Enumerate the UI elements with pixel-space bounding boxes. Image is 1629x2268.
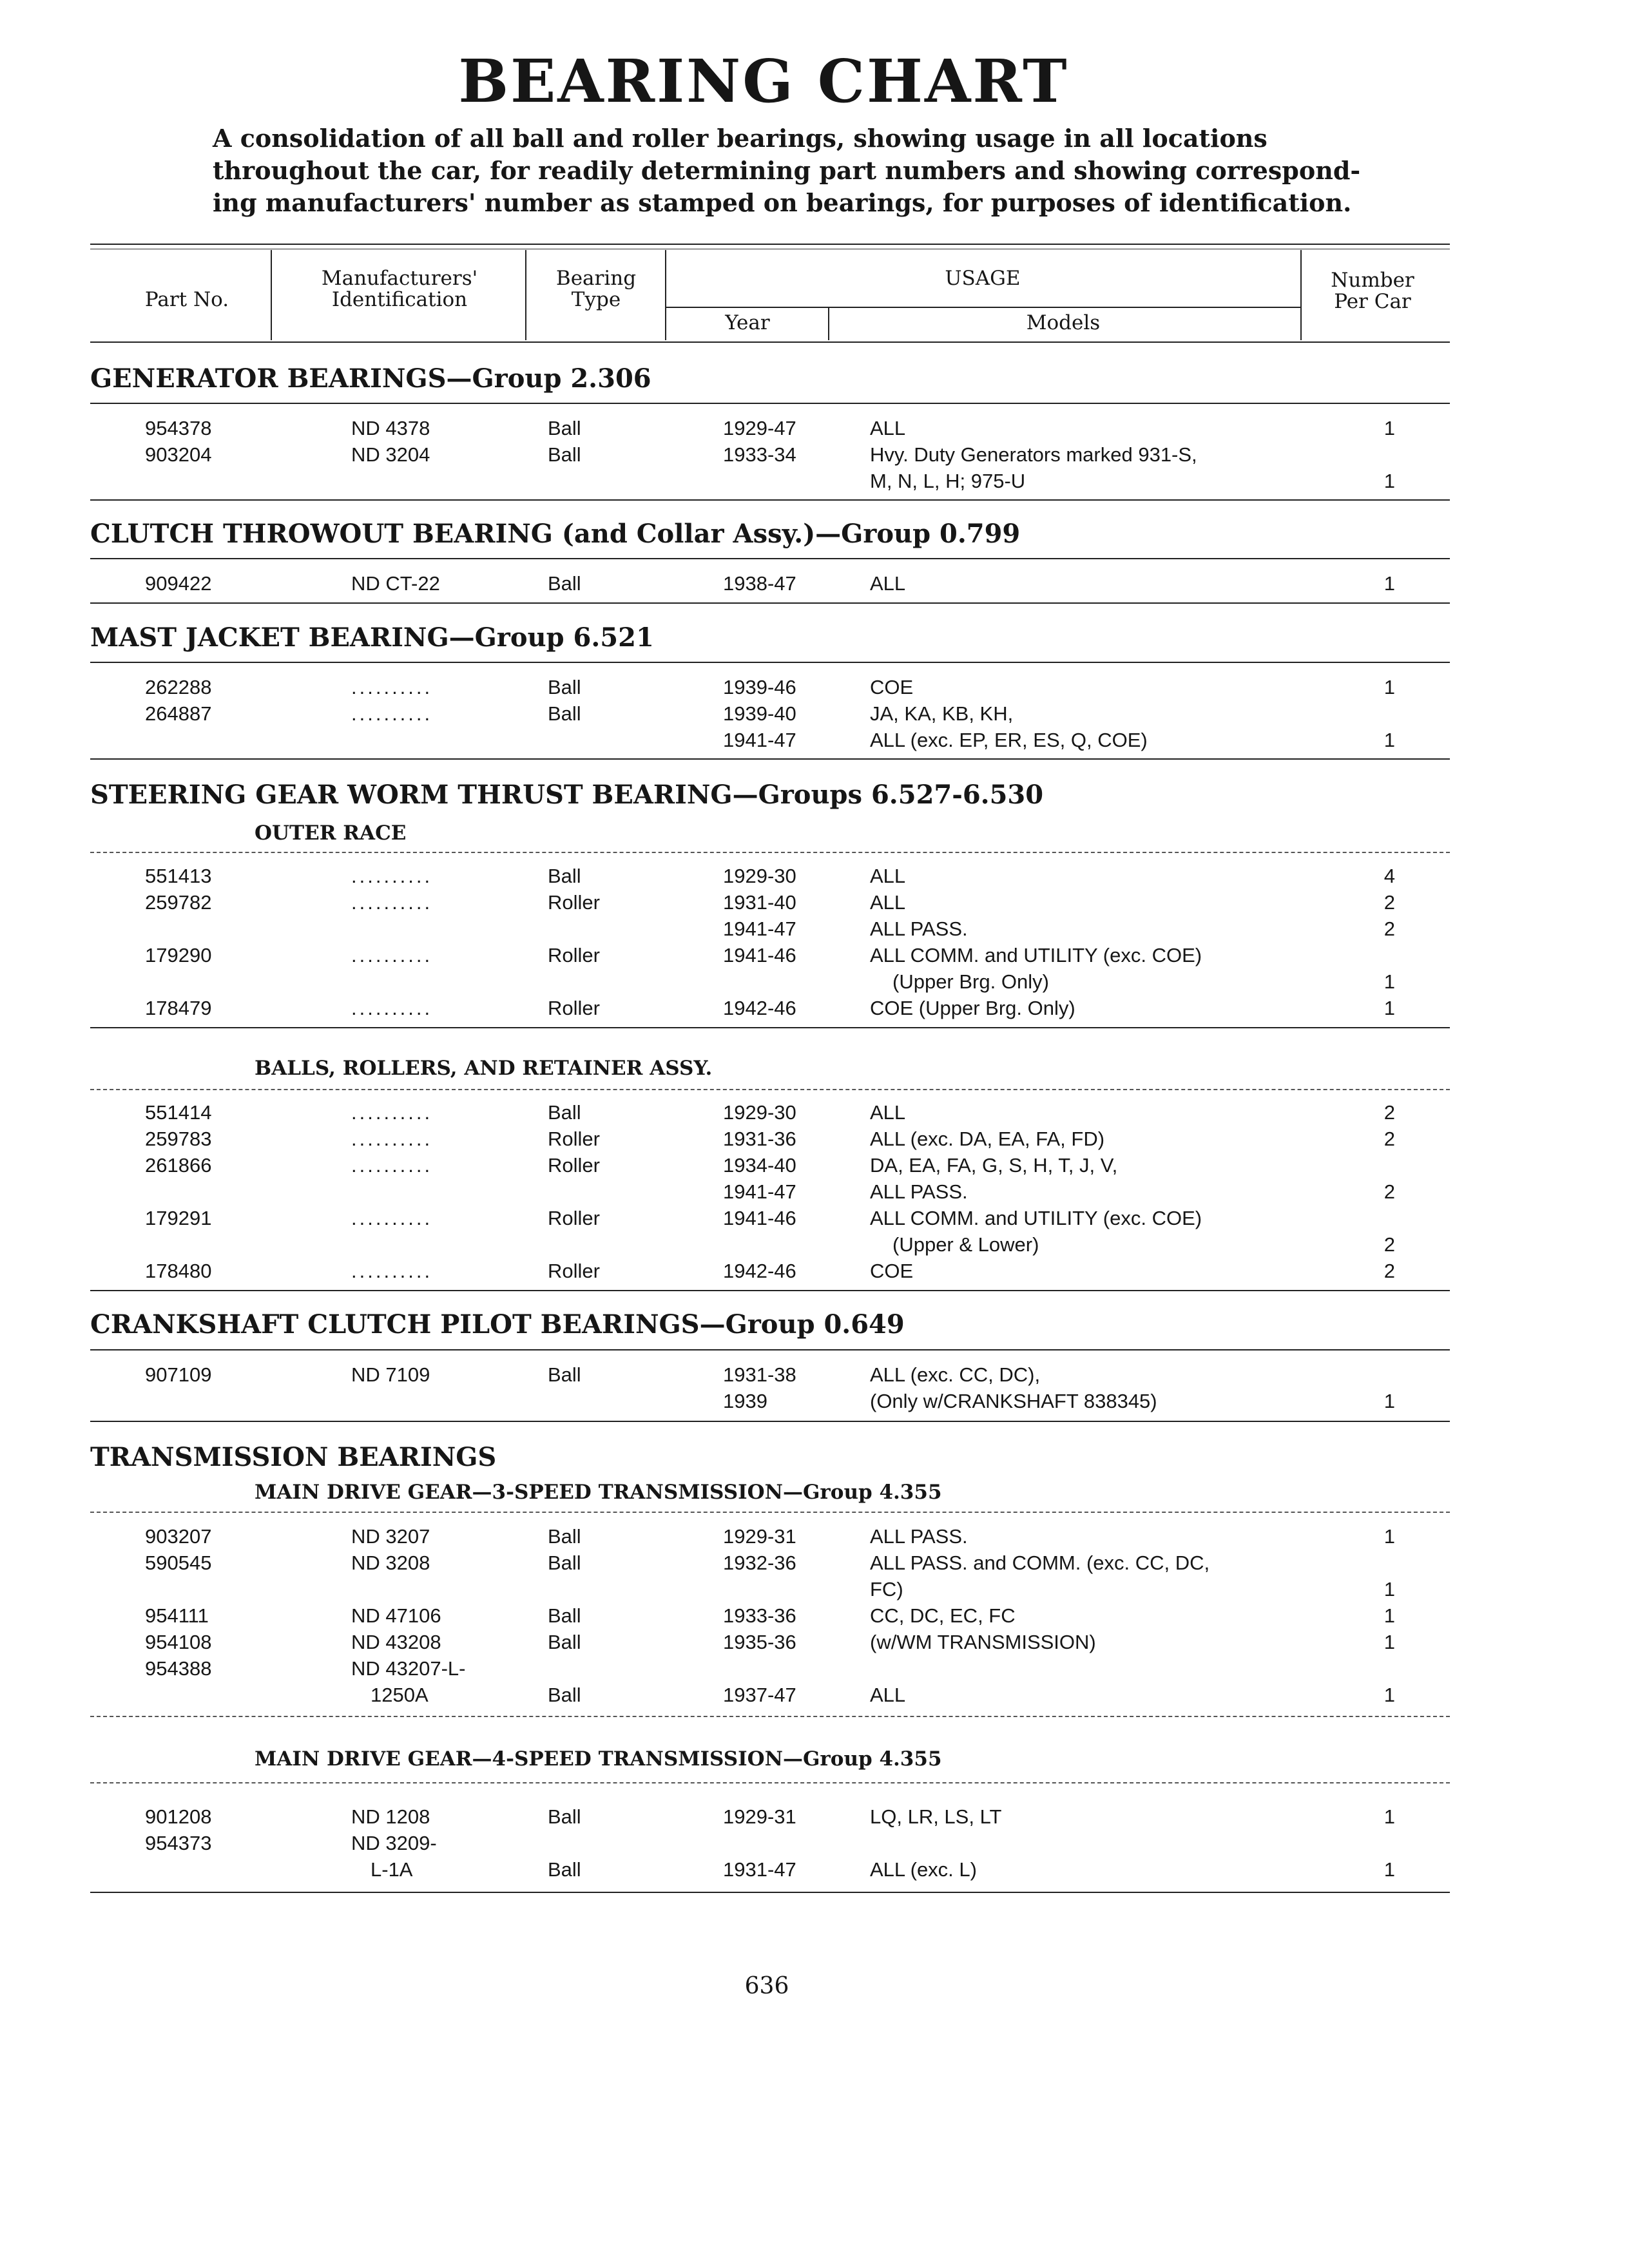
models: (Upper & Lower) xyxy=(892,1233,1039,1256)
mfr-id: .......... xyxy=(351,1260,433,1282)
year: 1939 xyxy=(723,1390,767,1412)
number-per-car: 2 xyxy=(1383,918,1395,940)
rule xyxy=(90,1290,1450,1291)
mfr-id: ND 43208 xyxy=(351,1631,441,1653)
rule xyxy=(90,662,1450,663)
number-per-car: 1 xyxy=(1383,1390,1395,1412)
header-top-rule xyxy=(90,244,1450,245)
header-mfr-1: Manufacturers' xyxy=(321,267,478,290)
year: 1939-46 xyxy=(723,676,796,698)
year: 1932-36 xyxy=(723,1552,796,1574)
year: 1929-31 xyxy=(723,1805,796,1828)
mfr-id: .......... xyxy=(351,997,433,1019)
models: COE (Upper Brg. Only) xyxy=(870,997,1075,1019)
models: ALL xyxy=(870,891,906,914)
number-per-car: 1 xyxy=(1383,1631,1395,1653)
page-title: BEARING CHART xyxy=(458,46,1069,116)
rule xyxy=(90,499,1450,501)
section-title-generator: GENERATOR BEARINGS—Group 2.306 xyxy=(90,363,651,394)
year: 1935-36 xyxy=(723,1631,796,1653)
models: ALL (exc. DA, EA, FA, FD) xyxy=(870,1128,1105,1150)
part-number: 178480 xyxy=(145,1260,212,1282)
bearing-type: Ball xyxy=(548,1363,581,1386)
section-title-crankshaft: CRANKSHAFT CLUTCH PILOT BEARINGS—Group 0.649 xyxy=(90,1309,905,1340)
year: 1942-46 xyxy=(723,997,796,1019)
bearing-type: Ball xyxy=(548,1552,581,1574)
number-per-car: 1 xyxy=(1383,970,1395,993)
year: 1934-40 xyxy=(723,1154,796,1177)
models: ALL xyxy=(870,417,906,439)
year: 1931-38 xyxy=(723,1363,796,1386)
section-title-steering: STEERING GEAR WORM THRUST BEARING—Groups 6.527-6.530 xyxy=(90,780,1044,810)
rule xyxy=(90,1349,1450,1350)
number-per-car: 1 xyxy=(1383,676,1395,698)
subsection-title-4-speed: MAIN DRIVE GEAR—4-SPEED TRANSMISSION—Group 4.355 xyxy=(255,1747,942,1771)
bearing-type: Ball xyxy=(548,572,581,595)
number-per-car: 2 xyxy=(1383,1233,1395,1256)
part-number: 954108 xyxy=(145,1631,212,1653)
rule xyxy=(90,602,1450,604)
models: ALL xyxy=(870,1684,906,1706)
bearing-type: Roller xyxy=(548,891,600,914)
header-divider-year xyxy=(828,308,829,340)
year: 1941-46 xyxy=(723,944,796,966)
part-number: 264887 xyxy=(145,702,212,725)
header-mfr-2: Identification xyxy=(331,288,468,311)
bearing-type: Roller xyxy=(548,1260,600,1282)
part-number: 903207 xyxy=(145,1525,212,1548)
year: 1933-36 xyxy=(723,1604,796,1627)
mfr-id: .......... xyxy=(351,944,433,966)
mfr-id: ND 7109 xyxy=(351,1363,430,1386)
rule xyxy=(90,1512,1450,1513)
rule xyxy=(90,1892,1450,1893)
models: ALL PASS. xyxy=(870,1525,968,1548)
mfr-id: ND CT-22 xyxy=(351,572,440,595)
number-per-car: 2 xyxy=(1383,1180,1395,1203)
bearing-type: Roller xyxy=(548,997,600,1019)
part-number: 954378 xyxy=(145,417,212,439)
part-number: 551413 xyxy=(145,865,212,887)
part-number: 954111 xyxy=(145,1604,209,1627)
models: JA, KA, KB, KH, xyxy=(870,702,1014,725)
part-number: 262288 xyxy=(145,676,212,698)
bearing-type: Ball xyxy=(548,1805,581,1828)
number-per-car: 1 xyxy=(1383,997,1395,1019)
year: 1938-47 xyxy=(723,572,796,595)
header-part-no: Part No. xyxy=(144,288,229,311)
models: M, N, L, H; 975-U xyxy=(870,470,1026,492)
number-per-car: 1 xyxy=(1383,1525,1395,1548)
year: 1929-30 xyxy=(723,1101,796,1124)
models: ALL PASS. xyxy=(870,918,968,940)
models: COE xyxy=(870,676,914,698)
year: 1941-47 xyxy=(723,918,796,940)
rule xyxy=(90,852,1450,853)
models: (Only w/CRANKSHAFT 838345) xyxy=(870,1390,1157,1412)
year: 1929-30 xyxy=(723,865,796,887)
bearing-type: Ball xyxy=(548,1604,581,1627)
part-number: 178479 xyxy=(145,997,212,1019)
header-divider-2 xyxy=(525,250,526,340)
models: ALL (exc. EP, ER, ES, Q, COE) xyxy=(870,729,1148,751)
mfr-id: ND 1208 xyxy=(351,1805,430,1828)
models: COE xyxy=(870,1260,914,1282)
models: Hvy. Duty Generators marked 931-S, xyxy=(870,443,1197,466)
year: 1931-47 xyxy=(723,1858,796,1881)
bearing-type: Ball xyxy=(548,1684,581,1706)
mfr-id: ND 3204 xyxy=(351,443,430,466)
bearing-type: Ball xyxy=(548,417,581,439)
intro-line-1: A consolidation of all ball and roller bearings, showing usage in all locations xyxy=(213,124,1268,153)
subsection-title-balls-rollers: BALLS, ROLLERS, AND RETAINER ASSY. xyxy=(255,1057,713,1080)
number-per-car: 1 xyxy=(1383,572,1395,595)
mfr-id: ND 3208 xyxy=(351,1552,430,1574)
number-per-car: 2 xyxy=(1383,1101,1395,1124)
part-number: 909422 xyxy=(145,572,212,595)
usage-rule xyxy=(665,307,1300,308)
number-per-car: 4 xyxy=(1383,865,1395,887)
number-per-car: 1 xyxy=(1383,1684,1395,1706)
mfr-id: .......... xyxy=(351,676,433,698)
year: 1941-47 xyxy=(723,729,796,751)
bearing-type: Ball xyxy=(548,676,581,698)
intro-paragraph xyxy=(213,122,1361,219)
header-divider-3 xyxy=(665,250,666,340)
bearing-type: Roller xyxy=(548,1207,600,1229)
number-per-car: 1 xyxy=(1383,1805,1395,1828)
models: ALL (exc. L) xyxy=(870,1858,977,1881)
header-usage: USAGE xyxy=(945,267,1021,290)
header-divider-1 xyxy=(271,250,272,340)
section-title-mast-jacket: MAST JACKET BEARING—Group 6.521 xyxy=(90,622,654,653)
models: DA, EA, FA, G, S, H, T, J, V, xyxy=(870,1154,1118,1177)
number-per-car: 2 xyxy=(1383,891,1395,914)
mfr-id: .......... xyxy=(351,702,433,725)
bearing-type: Ball xyxy=(548,1631,581,1653)
part-number: 907109 xyxy=(145,1363,212,1386)
section-title-transmission: TRANSMISSION BEARINGS xyxy=(90,1442,497,1472)
header-models: Models xyxy=(1026,311,1101,334)
mfr-id: ND 4378 xyxy=(351,417,430,439)
models: LQ, LR, LS, LT xyxy=(870,1805,1002,1828)
bearing-type: Roller xyxy=(548,944,600,966)
mfr-id: .......... xyxy=(351,891,433,914)
bearing-type: Ball xyxy=(548,1858,581,1881)
models: (Upper Brg. Only) xyxy=(892,970,1049,993)
mfr-id: ND 3209- xyxy=(351,1832,437,1854)
models: ALL xyxy=(870,572,906,595)
bearing-type: Ball xyxy=(548,443,581,466)
bearing-type: Ball xyxy=(548,1525,581,1548)
number-per-car: 1 xyxy=(1383,729,1395,751)
number-per-car: 2 xyxy=(1383,1260,1395,1282)
year: 1933-34 xyxy=(723,443,796,466)
models: CC, DC, EC, FC xyxy=(870,1604,1016,1627)
rule xyxy=(90,1716,1450,1717)
number-per-car: 1 xyxy=(1383,1604,1395,1627)
number-per-car: 1 xyxy=(1383,417,1395,439)
part-number: 259783 xyxy=(145,1128,212,1150)
mfr-id: .......... xyxy=(351,865,433,887)
rule xyxy=(90,403,1450,404)
rule xyxy=(90,758,1450,760)
part-number: 590545 xyxy=(145,1552,212,1574)
year: 1929-47 xyxy=(723,417,796,439)
number-per-car: 1 xyxy=(1383,1578,1395,1600)
number-per-car: 1 xyxy=(1383,470,1395,492)
rule xyxy=(90,558,1450,559)
mfr-id: .......... xyxy=(351,1128,433,1150)
year: 1931-36 xyxy=(723,1128,796,1150)
number-per-car: 1 xyxy=(1383,1858,1395,1881)
part-number: 954373 xyxy=(145,1832,212,1854)
part-number: 261866 xyxy=(145,1154,212,1177)
part-number: 954388 xyxy=(145,1657,212,1680)
models: ALL xyxy=(870,1101,906,1124)
part-number: 179291 xyxy=(145,1207,212,1229)
header-divider-4 xyxy=(1300,250,1302,340)
number-per-car: 2 xyxy=(1383,1128,1395,1150)
bearing-type: Roller xyxy=(548,1128,600,1150)
header-type-1: Bearing xyxy=(555,267,637,290)
models: ALL xyxy=(870,865,906,887)
subsection-title-3-speed: MAIN DRIVE GEAR—3-SPEED TRANSMISSION—Group 4.355 xyxy=(255,1481,942,1504)
mfr-id: .......... xyxy=(351,1207,433,1229)
year: 1942-46 xyxy=(723,1260,796,1282)
rule xyxy=(90,1089,1450,1090)
bearing-type: Roller xyxy=(548,1154,600,1177)
header-num-1: Number xyxy=(1331,269,1414,292)
models: (w/WM TRANSMISSION) xyxy=(870,1631,1096,1653)
models: ALL PASS. xyxy=(870,1180,968,1203)
rule xyxy=(90,1027,1450,1028)
year: 1929-31 xyxy=(723,1525,796,1548)
header-num-2: Per Car xyxy=(1334,290,1411,313)
year: 1941-46 xyxy=(723,1207,796,1229)
models: ALL COMM. and UTILITY (exc. COE) xyxy=(870,944,1202,966)
section-title-clutch: CLUTCH THROWOUT BEARING (and Collar Assy.)—Group 0.799 xyxy=(90,519,1021,549)
models: ALL COMM. and UTILITY (exc. COE) xyxy=(870,1207,1202,1229)
mfr-id: .......... xyxy=(351,1154,433,1177)
year: 1939-40 xyxy=(723,702,796,725)
models: FC) xyxy=(870,1578,903,1600)
part-number: 259782 xyxy=(145,891,212,914)
models: ALL (exc. CC, DC), xyxy=(870,1363,1041,1386)
rule xyxy=(90,1421,1450,1422)
year: 1931-40 xyxy=(723,891,796,914)
header-year: Year xyxy=(725,311,770,334)
mfr-id: .......... xyxy=(351,1101,433,1124)
header-bottom-rule xyxy=(90,341,1450,343)
year: 1941-47 xyxy=(723,1180,796,1203)
page-number: 636 xyxy=(744,1973,789,1999)
intro-line-3: ing manufacturers' number as stamped on bearings, for purposes of identification. xyxy=(213,188,1352,217)
mfr-id: 1250A xyxy=(371,1684,429,1706)
bearing-type: Ball xyxy=(548,1101,581,1124)
mfr-id: ND 43207-L- xyxy=(351,1657,466,1680)
mfr-id: ND 47106 xyxy=(351,1604,441,1627)
rule xyxy=(90,1782,1450,1783)
intro-line-2: throughout the car, for readily determining part numbers and showing correspond- xyxy=(213,156,1361,185)
header-type-2: Type xyxy=(571,288,621,311)
mfr-id: L-1A xyxy=(371,1858,413,1881)
year: 1937-47 xyxy=(723,1684,796,1706)
bearing-type: Ball xyxy=(548,702,581,725)
part-number: 551414 xyxy=(145,1101,212,1124)
mfr-id: ND 3207 xyxy=(351,1525,430,1548)
part-number: 901208 xyxy=(145,1805,212,1828)
part-number: 179290 xyxy=(145,944,212,966)
part-number: 903204 xyxy=(145,443,212,466)
subsection-title-outer-race: OUTER RACE xyxy=(255,822,407,845)
models: ALL PASS. and COMM. (exc. CC, DC, xyxy=(870,1552,1210,1574)
bearing-type: Ball xyxy=(548,865,581,887)
